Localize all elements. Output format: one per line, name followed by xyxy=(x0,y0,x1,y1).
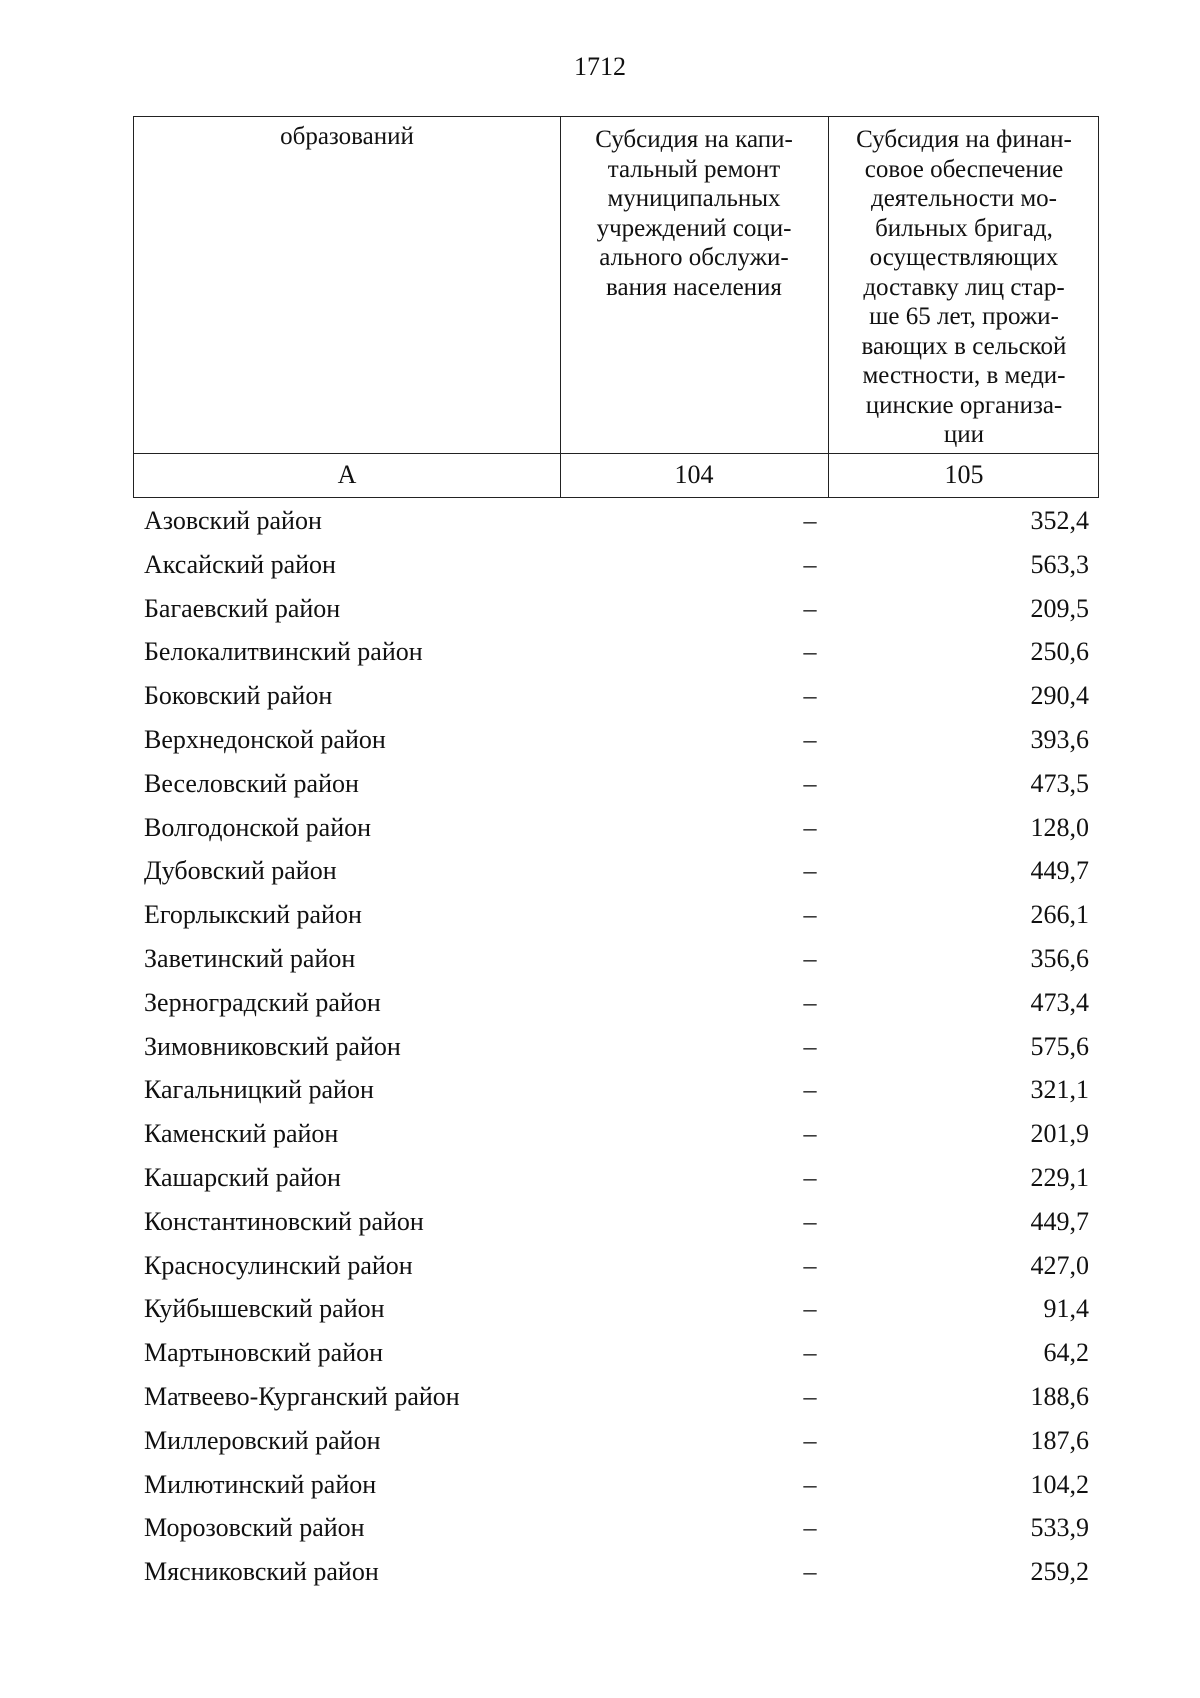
col-105-value: 266,1 xyxy=(1030,900,1089,930)
col-104-value: – xyxy=(803,1557,817,1587)
table-row xyxy=(0,1245,1200,1289)
header-line: цинские организа- xyxy=(865,391,1063,419)
district-name: Кашарский район xyxy=(144,1162,341,1192)
col-105-value: 209,5 xyxy=(1030,593,1089,623)
col-104-value: – xyxy=(803,1469,817,1499)
table-row xyxy=(0,719,1200,763)
district-name: Матвеево-Курганский район xyxy=(144,1381,460,1411)
header-num-104: 104 xyxy=(674,460,714,489)
col-104-value: – xyxy=(803,1381,817,1411)
table-row xyxy=(0,1332,1200,1376)
col-104-value: – xyxy=(803,1075,817,1105)
col-104-value: – xyxy=(803,1513,817,1543)
col-105-value: 533,9 xyxy=(1030,1513,1089,1543)
district-name: Мясниковский район xyxy=(144,1557,379,1587)
col-105-value: 250,6 xyxy=(1030,637,1089,667)
col-104-value: – xyxy=(803,593,817,623)
table-row xyxy=(0,544,1200,588)
table-row xyxy=(0,1551,1200,1595)
table-row xyxy=(0,807,1200,851)
col-104-value: – xyxy=(803,1250,817,1280)
district-name: Куйбышевский район xyxy=(144,1294,385,1324)
col-105-value: 575,6 xyxy=(1030,1031,1089,1061)
col-104-value: – xyxy=(803,987,817,1017)
header-col-a: образований xyxy=(280,123,414,150)
col-104-value: – xyxy=(803,1338,817,1368)
table-row xyxy=(0,763,1200,807)
col-105-value: 473,5 xyxy=(1030,768,1089,798)
district-name: Морозовский район xyxy=(144,1513,365,1543)
col-104-value: – xyxy=(803,1425,817,1455)
table-row xyxy=(0,1376,1200,1420)
table-body xyxy=(0,500,1200,1595)
district-name: Мартыновский район xyxy=(144,1338,384,1368)
district-name: Аксайский район xyxy=(144,549,336,579)
district-name: Кагальницкий район xyxy=(144,1075,374,1105)
header-line: совое обеспечение xyxy=(864,155,1064,183)
district-name: Волгодонской район xyxy=(144,812,372,842)
col-105-value: 449,7 xyxy=(1030,856,1089,886)
district-name: Заветинский район xyxy=(144,943,356,973)
col-104-value: – xyxy=(803,681,817,711)
header-num-a: А xyxy=(337,460,357,489)
table-row xyxy=(0,1069,1200,1113)
district-name: Зерноградский район xyxy=(144,987,381,1017)
header-line: ального обслужи- xyxy=(599,244,789,271)
header-line: ции xyxy=(943,421,985,448)
col-105-value: 427,0 xyxy=(1030,1250,1089,1280)
district-name: Милютинский район xyxy=(144,1469,377,1499)
col-105-value: 128,0 xyxy=(1030,812,1089,842)
table-row xyxy=(0,1026,1200,1070)
table-row xyxy=(0,1157,1200,1201)
header-line: учреждений соци- xyxy=(596,214,792,242)
col-105-value: 259,2 xyxy=(1030,1557,1089,1587)
col-104-value: – xyxy=(803,768,817,798)
table-row xyxy=(0,1288,1200,1332)
table-row xyxy=(0,675,1200,719)
header-col-105 xyxy=(828,125,1100,450)
table-header xyxy=(133,116,1099,498)
table-row xyxy=(0,938,1200,982)
col-105-value: 64,2 xyxy=(1043,1338,1089,1368)
table-row xyxy=(0,500,1200,544)
table-row xyxy=(0,850,1200,894)
table-row xyxy=(0,1113,1200,1157)
district-name: Зимовниковский район xyxy=(144,1031,401,1061)
page-number: 1712 xyxy=(574,52,626,81)
header-num-105: 105 xyxy=(944,460,984,489)
col-105-value: 187,6 xyxy=(1030,1425,1089,1455)
col-104-value: – xyxy=(803,1031,817,1061)
header-line: доставку лиц стар- xyxy=(863,273,1065,301)
table-row xyxy=(0,631,1200,675)
header-line: бильных бригад, xyxy=(875,214,1053,242)
col-105-value: 563,3 xyxy=(1030,549,1089,579)
table-row xyxy=(0,1201,1200,1245)
col-104-value: – xyxy=(803,1162,817,1192)
col-104-value: – xyxy=(803,812,817,842)
header-line: деятельности мо- xyxy=(870,185,1057,212)
district-name: Миллеровский район xyxy=(144,1425,381,1455)
col-105-value: 104,2 xyxy=(1030,1469,1089,1499)
district-name: Дубовский район xyxy=(144,856,337,886)
header-line: тальный ремонт xyxy=(607,155,781,183)
header-line: муниципальных xyxy=(607,185,781,212)
col-105-value: 352,4 xyxy=(1030,506,1089,535)
col-104-value: – xyxy=(803,1119,817,1149)
col-105-value: 188,6 xyxy=(1030,1381,1089,1411)
district-name: Боковский район xyxy=(144,681,333,711)
col-104-value: – xyxy=(803,943,817,973)
col-105-value: 321,1 xyxy=(1030,1075,1089,1105)
col-104-value: – xyxy=(803,1206,817,1236)
col-105-value: 229,1 xyxy=(1030,1162,1089,1192)
header-line: вания населения xyxy=(606,273,782,301)
district-name: Багаевский район xyxy=(144,593,341,623)
district-name: Егорлыкский район xyxy=(144,900,362,930)
col-105-value: 201,9 xyxy=(1030,1119,1089,1149)
district-name: Константиновский район xyxy=(144,1206,424,1236)
col-104-value: – xyxy=(803,724,817,754)
col-104-value: – xyxy=(803,1294,817,1324)
col-104-value: – xyxy=(803,549,817,579)
header-line: ше 65 лет, прожи- xyxy=(869,303,1059,330)
header-line: Субсидия на финан- xyxy=(856,126,1072,153)
col-105-value: 393,6 xyxy=(1030,724,1089,754)
col-104-value: – xyxy=(803,637,817,667)
table-row xyxy=(0,982,1200,1026)
table-row xyxy=(0,1464,1200,1508)
header-line: осуществляющих xyxy=(869,244,1059,271)
header-line: местности, в меди- xyxy=(862,362,1066,389)
district-name: Веселовский район xyxy=(144,768,359,798)
col-104-value: – xyxy=(803,506,817,535)
col-105-value: 473,4 xyxy=(1030,987,1089,1017)
header-line: вающих в сельской xyxy=(861,332,1067,360)
district-name: Верхнедонской район xyxy=(144,724,386,754)
col-105-value: 290,4 xyxy=(1030,681,1089,711)
col-105-value: 449,7 xyxy=(1030,1206,1089,1236)
district-name: Азовский район xyxy=(144,506,322,535)
table-row xyxy=(0,588,1200,632)
table-row xyxy=(0,894,1200,938)
col-105-value: 91,4 xyxy=(1043,1294,1089,1324)
table-row xyxy=(0,1507,1200,1551)
header-col-104 xyxy=(560,125,828,302)
table-row xyxy=(0,1420,1200,1464)
district-name: Красносулинский район xyxy=(144,1250,413,1280)
district-name: Каменский район xyxy=(144,1119,339,1149)
col-105-value: 356,6 xyxy=(1030,943,1089,973)
col-104-value: – xyxy=(803,900,817,930)
col-104-value: – xyxy=(803,856,817,886)
district-name: Белокалитвинский район xyxy=(144,637,423,667)
header-line: Субсидия на капи- xyxy=(595,126,793,153)
